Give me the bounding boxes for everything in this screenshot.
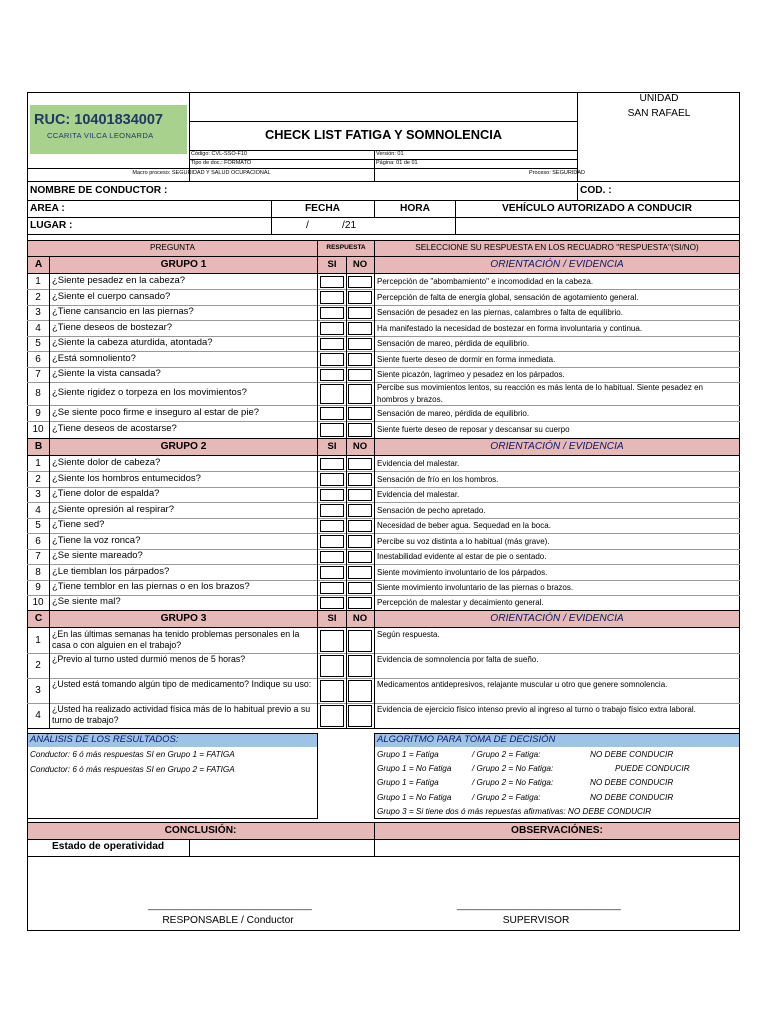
sign-line-right: _______________________________ xyxy=(457,900,621,911)
algorithm-group1: Grupo 1 = Fatiga xyxy=(377,750,439,759)
group-b-title: GRUPO 2 xyxy=(160,441,207,452)
doc-code: Código: CVL-SSO-F10 xyxy=(191,151,247,157)
evidence-text: Percepción de falta de energía global, sensación de agotamiento general. xyxy=(377,293,639,302)
answer-si-checkbox[interactable] xyxy=(320,322,344,335)
answer-no-checkbox[interactable] xyxy=(348,630,372,652)
question-number: 10 xyxy=(32,597,44,608)
algorithm-group2: / Grupo 2 = Fatiga: xyxy=(472,750,541,759)
evidence-text: Siente fuerte deseo de dormir en forma inmediata. xyxy=(377,355,556,364)
date-field[interactable] xyxy=(290,218,370,233)
question-number: 1 xyxy=(35,635,41,646)
question-text: ¿Le tiemblan los párpados? xyxy=(52,566,170,577)
answer-si-checkbox[interactable] xyxy=(320,597,344,609)
answer-si-checkbox[interactable] xyxy=(320,630,344,652)
answer-no-checkbox[interactable] xyxy=(348,458,372,470)
question-text: ¿Tiene deseos de acostarse? xyxy=(52,423,177,434)
question-text: ¿Siente los hombros entumecidos? xyxy=(52,473,201,484)
date-separator: / xyxy=(306,220,309,231)
group-b-no: NO xyxy=(352,441,368,452)
answer-si-checkbox[interactable] xyxy=(320,582,344,594)
group-c-no: NO xyxy=(352,613,368,624)
question-number: 1 xyxy=(35,458,41,469)
evidence-text: Sensación de frío en los hombros. xyxy=(377,475,499,484)
evidence-text: Sensación de pesadez en las piernas, calambres o falta de equilibrio. xyxy=(377,308,623,317)
answer-no-checkbox[interactable] xyxy=(348,566,372,579)
answer-si-checkbox[interactable] xyxy=(320,423,344,437)
question-number: 5 xyxy=(35,520,41,531)
answer-no-checkbox[interactable] xyxy=(348,276,372,288)
evidence-text: Sensación de mareo, pérdida de equilibrio. xyxy=(377,339,530,348)
macro-process: Macro proceso: SEGURIDAD Y SALUD OCUPACIONAL xyxy=(132,170,271,176)
question-text: ¿Tiene temblor en las piernas o en los brazos? xyxy=(52,581,250,592)
question-text: ¿En las últimas semanas ha tenido problemas personales en la casa o con alguien en el trabajo? xyxy=(52,629,300,650)
analysis-title: ANÁLISIS DE LOS RESULTADOS: xyxy=(30,734,179,745)
question-text: ¿Tiene deseos de bostezar? xyxy=(52,322,173,333)
answer-si-checkbox[interactable] xyxy=(320,473,344,486)
question-text: ¿Siente pesadez en la cabeza? xyxy=(52,275,186,286)
conclusion-label: CONCLUSIÓN: xyxy=(164,825,237,836)
question-number: 2 xyxy=(35,660,41,671)
algorithm-result: PUEDE CONDUCIR xyxy=(615,764,690,773)
evidence-text: Sensación de pecho apretado. xyxy=(377,506,486,515)
question-text: ¿Siente el cuerpo cansado? xyxy=(52,291,171,302)
group-c-title: GRUPO 3 xyxy=(160,613,207,624)
question-number: 4 xyxy=(35,323,41,334)
area-label: AREA : xyxy=(30,203,65,214)
question-number: 7 xyxy=(35,551,41,562)
algorithm-group1: Grupo 1 = Fatiga xyxy=(377,778,439,787)
doc-page: Página: 01 de 01 xyxy=(376,160,418,166)
process: Proceso: SEGURIDAD xyxy=(529,170,585,176)
evidence-text: Siente fuerte deseo de reposar y descansar su cuerpo xyxy=(377,425,570,434)
evidence-text: Siente movimiento involuntario de las piernas o brazos. xyxy=(377,583,574,592)
area-field[interactable] xyxy=(85,201,269,216)
document-title: CHECK LIST FATIGA Y SOMNOLENCIA xyxy=(265,127,502,142)
answer-si-checkbox[interactable] xyxy=(320,407,344,420)
vehicle-field[interactable] xyxy=(458,218,736,233)
observations-field[interactable] xyxy=(376,840,738,855)
answer-si-checkbox[interactable] xyxy=(320,291,344,304)
algorithm-group2: / Grupo 2 = No Fatiga: xyxy=(472,764,554,773)
group-a-no: NO xyxy=(352,259,368,270)
unit-label: UNIDAD xyxy=(639,93,679,104)
evidence-text: Medicamentos antidepresivos, relajante muscular u otro que genere somnolencia. xyxy=(377,680,668,689)
question-number: 9 xyxy=(35,408,41,419)
algorithm-group1: Grupo 1 = No Fatiga xyxy=(377,764,452,773)
question-number: 10 xyxy=(32,424,44,435)
question-number: 3 xyxy=(35,489,41,500)
group-c-orient: ORIENTACIÓN / EVIDENCIA xyxy=(490,613,624,624)
answer-si-checkbox[interactable] xyxy=(320,504,344,517)
question-text: ¿Siente la vista cansada? xyxy=(52,368,161,379)
algorithm-result: NO DEBE CONDUCIR xyxy=(590,793,674,802)
group-a-title: GRUPO 1 xyxy=(160,259,207,270)
answer-no-checkbox[interactable] xyxy=(348,322,372,335)
question-text: ¿Tiene cansancio en las piernas? xyxy=(52,306,194,317)
answer-si-checkbox[interactable] xyxy=(320,369,344,381)
evidence-text: Evidencia del malestar. xyxy=(377,459,460,468)
sign-responsible: RESPONSABLE / Conductor xyxy=(162,915,294,926)
operability-label: Estado de operatividad xyxy=(52,841,165,852)
question-number: 2 xyxy=(35,292,41,303)
doc-type: Tipo de doc.: FORMATO xyxy=(191,160,252,166)
answer-no-checkbox[interactable] xyxy=(348,705,372,727)
answer-no-checkbox[interactable] xyxy=(348,407,372,420)
question-text: ¿Siente rigidez o torpeza en los movimientos? xyxy=(52,387,247,398)
answer-si-checkbox[interactable] xyxy=(320,276,344,288)
answer-no-checkbox[interactable] xyxy=(348,291,372,304)
evidence-text: Percepción de "abombamiento" e incomodidad en la cabeza. xyxy=(377,277,594,286)
question-text: ¿Tiene sed? xyxy=(52,519,105,530)
evidence-text: Sensación de mareo, pérdida de equilibrio. xyxy=(377,409,530,418)
answer-si-checkbox[interactable] xyxy=(320,338,344,350)
instruction-header: SELECCIONE SU RESPUESTA EN LOS RECUADRO "RESPUESTA"(SI/NO) xyxy=(415,243,699,252)
answer-no-checkbox[interactable] xyxy=(348,473,372,486)
question-number: 2 xyxy=(35,474,41,485)
group-a-letter: A xyxy=(34,259,43,270)
answer-no-checkbox[interactable] xyxy=(348,307,372,319)
group-b-si: SI xyxy=(327,441,337,452)
evidence-text: Percibe su voz distinta a lo habitual (más grave). xyxy=(377,537,550,546)
answer-no-checkbox[interactable] xyxy=(348,551,372,563)
answer-si-checkbox[interactable] xyxy=(320,535,344,548)
question-text: ¿Siente opresión al respirar? xyxy=(52,504,174,515)
algorithm-group1: Grupo 1 = No Fatiga xyxy=(377,793,452,802)
answer-no-checkbox[interactable] xyxy=(348,353,372,366)
question-text: ¿Se siente poco firme e inseguro al estar de pie? xyxy=(52,407,260,418)
unit-name: SAN RAFAEL xyxy=(627,108,691,119)
question-number: 6 xyxy=(35,354,41,365)
question-number: 8 xyxy=(35,388,41,399)
question-header: PREGUNTA xyxy=(150,243,195,252)
question-text: ¿Tiene la voz ronca? xyxy=(52,535,141,546)
date-label: FECHA xyxy=(304,203,341,214)
evidence-text: Siente movimiento involuntario de los párpados. xyxy=(377,568,548,577)
question-number: 3 xyxy=(35,685,41,696)
evidence-text: Evidencia del malestar. xyxy=(377,490,460,499)
evidence-text: Percibe sus movimientos lentos, su reacción es más lenta de lo habitual. Siente pesadez en hombros y brazos. xyxy=(377,383,703,405)
question-number: 4 xyxy=(35,710,41,721)
answer-no-checkbox[interactable] xyxy=(348,680,372,702)
answer-si-checkbox[interactable] xyxy=(320,705,344,727)
place-label: LUGAR : xyxy=(30,220,73,231)
analysis-line-2: Conductor: 6 ó más respuestas SI en Grupo 2 = FATIGA xyxy=(30,765,235,774)
evidence-text: Siente picazón, lagrimeo y pesadez en los párpados. xyxy=(377,370,565,379)
question-text: ¿Previo al turno usted durmió menos de 5 horas? xyxy=(52,654,246,664)
answer-si-checkbox[interactable] xyxy=(320,353,344,366)
question-text: ¿Siente dolor de cabeza? xyxy=(52,457,161,468)
algorithm-group2: / Grupo 2 = No Fatiga: xyxy=(472,778,554,787)
question-number: 4 xyxy=(35,505,41,516)
answer-si-checkbox[interactable] xyxy=(320,551,344,563)
group-b-letter: B xyxy=(34,441,43,452)
algorithm-group2: / Grupo 2 = Fatiga: xyxy=(472,793,541,802)
answer-no-checkbox[interactable] xyxy=(348,535,372,548)
driver-name-label: NOMBRE DE CONDUCTOR : xyxy=(30,185,168,196)
algorithm-result: NO DEBE CONDUCIR xyxy=(590,750,674,759)
driver-code-field[interactable] xyxy=(622,184,737,199)
time-label: HORA xyxy=(400,203,430,214)
answer-no-checkbox[interactable] xyxy=(348,655,372,677)
question-text: ¿Siente la cabeza aturdida, atontada? xyxy=(52,337,213,348)
answer-no-checkbox[interactable] xyxy=(348,338,372,350)
algorithm-group3: Grupo 3 = Si tiene dos ó más repuestas afirmativas: NO DEBE CONDUCIR xyxy=(377,807,652,816)
answer-si-checkbox[interactable] xyxy=(320,458,344,470)
evidence-text: Percepción de malestar y decaimiento general. xyxy=(377,598,544,607)
answer-no-checkbox[interactable] xyxy=(348,504,372,517)
evidence-text: Evidencia de somnolencia por falta de sueño. xyxy=(377,655,539,664)
question-text: ¿Usted ha realizado actividad física más de lo habitual previo a su turno de trabajo? xyxy=(52,704,311,725)
answer-no-checkbox[interactable] xyxy=(348,423,372,437)
answer-si-checkbox[interactable] xyxy=(320,680,344,702)
group-a-si: SI xyxy=(327,259,337,270)
group-c-letter: C xyxy=(34,613,43,624)
question-text: ¿Está somnoliento? xyxy=(52,353,136,364)
evidence-text: Inestabilidad evidente al estar de pie o sentado. xyxy=(377,552,547,561)
evidence-text: Según respuesta. xyxy=(377,630,440,639)
evidence-text: Ha manifestado la necesidad de bostezar en forma involuntaria y continua. xyxy=(377,324,643,333)
group-b-orient: ORIENTACIÓN / EVIDENCIA xyxy=(490,441,624,452)
date-year: /21 xyxy=(342,220,357,231)
evidence-text: Evidencia de ejercicio físico intenso previo al ingreso al turno o trabajo físico extra laboral. xyxy=(377,705,696,714)
question-number: 3 xyxy=(35,307,41,318)
place-field[interactable] xyxy=(85,218,269,233)
answer-si-checkbox[interactable] xyxy=(320,489,344,501)
sign-line-left: _______________________________ xyxy=(148,900,312,911)
operability-field[interactable] xyxy=(191,840,373,855)
answer-no-checkbox[interactable] xyxy=(348,520,372,532)
question-number: 1 xyxy=(35,276,41,287)
question-number: 5 xyxy=(35,338,41,349)
ruc-number: RUC: 10401834007 xyxy=(34,112,163,128)
answer-si-checkbox[interactable] xyxy=(320,566,344,579)
answer-si-checkbox[interactable] xyxy=(320,520,344,532)
vehicle-label: VEHÍCULO AUTORIZADO A CONDUCIR xyxy=(502,203,692,214)
question-text: ¿Se siente mal? xyxy=(52,596,121,607)
sign-supervisor: SUPERVISOR xyxy=(502,915,570,926)
group-c-si: SI xyxy=(327,613,337,624)
algorithm-result: NO DEBE CONDUCIR xyxy=(590,778,674,787)
question-number: 9 xyxy=(35,582,41,593)
owner-name: CCARITA VILCA LEONARDA xyxy=(47,131,154,140)
question-number: 8 xyxy=(35,567,41,578)
driver-code-label: COD. : xyxy=(580,185,612,196)
answer-no-checkbox[interactable] xyxy=(348,582,372,594)
answer-si-checkbox[interactable] xyxy=(320,384,344,404)
answer-no-checkbox[interactable] xyxy=(348,597,372,609)
driver-name-field[interactable] xyxy=(200,184,575,199)
group-a-orient: ORIENTACIÓN / EVIDENCIA xyxy=(490,259,624,270)
answer-si-checkbox[interactable] xyxy=(320,307,344,319)
question-number: 6 xyxy=(35,536,41,547)
doc-version: Versión: 01 xyxy=(376,151,404,157)
question-text: ¿Se siente mareado? xyxy=(52,550,143,561)
observations-label: OBSERVACIÓNES: xyxy=(511,825,603,836)
answer-no-checkbox[interactable] xyxy=(348,384,372,404)
answer-header: RESPUESTA xyxy=(326,244,366,251)
question-text: ¿Usted está tomando algún tipo de medicamento? Indique su uso: xyxy=(52,679,312,689)
algorithm-title: ALGORITMO PARA TOMA DE DECISIÓN xyxy=(377,734,556,745)
answer-no-checkbox[interactable] xyxy=(348,489,372,501)
answer-no-checkbox[interactable] xyxy=(348,369,372,381)
question-text: ¿Tiene dolor de espalda? xyxy=(52,488,160,499)
analysis-line-1: Conductor: 6 ó más respuestas SI en Grupo 1 = FATIGA xyxy=(30,750,235,759)
evidence-text: Necesidad de beber agua. Sequedad en la boca. xyxy=(377,521,551,530)
answer-si-checkbox[interactable] xyxy=(320,655,344,677)
question-number: 7 xyxy=(35,369,41,380)
